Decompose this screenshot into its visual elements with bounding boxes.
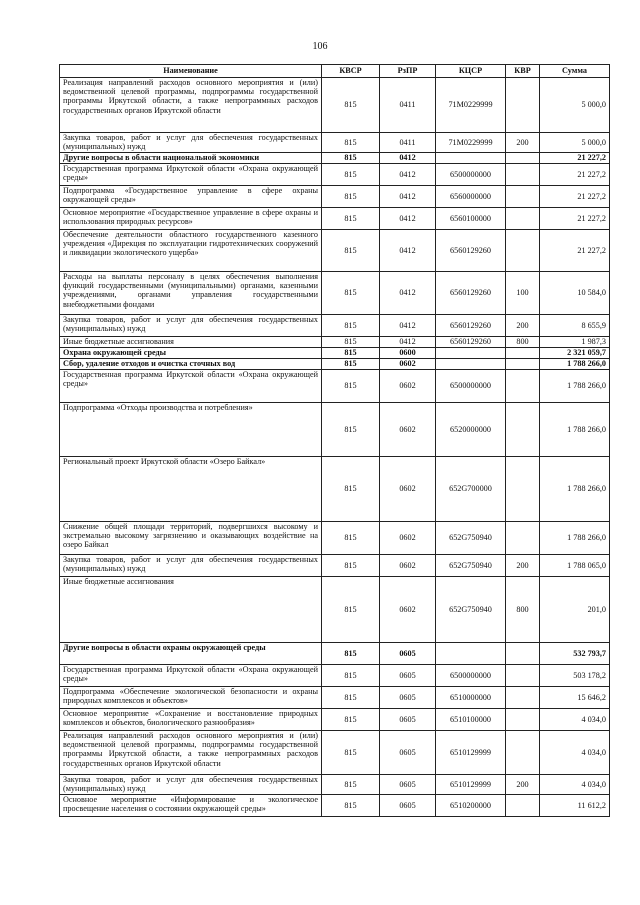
row-kcsr: 71М0229999 <box>436 78 506 133</box>
row-sum: 8 655,9 <box>540 315 610 337</box>
table-row <box>60 230 610 272</box>
row-sum: 1 788 266,0 <box>540 457 610 522</box>
row-kvsr: 815 <box>322 359 380 370</box>
row-name: Государственная программа Иркутской области «Охрана окружающей среды» <box>60 164 322 186</box>
table-row <box>60 272 610 315</box>
row-kcsr: 6510200000 <box>436 795 506 817</box>
row-kvsr: 815 <box>322 731 380 775</box>
row-rzpr: 0602 <box>380 577 436 643</box>
row-kcsr: 6560129260 <box>436 230 506 272</box>
row-name: Снижение общей площади территорий, подвергшихся высокому и экстремально высокому загрязнению и оказывающих воздействие на озеро Байкал <box>60 522 322 555</box>
row-kvr <box>506 164 540 186</box>
row-kvr <box>506 709 540 731</box>
table-row <box>60 775 610 795</box>
header-sum: Сумма <box>540 65 610 78</box>
row-sum: 1 788 266,0 <box>540 522 610 555</box>
row-sum: 21 227,2 <box>540 164 610 186</box>
table-row <box>60 186 610 208</box>
row-sum: 2 321 059,7 <box>540 348 610 359</box>
table-row <box>60 665 610 687</box>
row-kcsr: 6500000000 <box>436 370 506 403</box>
row-kvr: 200 <box>506 133 540 153</box>
row-sum: 21 227,2 <box>540 208 610 230</box>
budget-table <box>59 64 610 817</box>
header-kvr: КВР <box>506 65 540 78</box>
row-rzpr: 0602 <box>380 555 436 577</box>
table-row <box>60 133 610 153</box>
row-kvr: 200 <box>506 315 540 337</box>
row-kvr <box>506 643 540 665</box>
row-sum: 201,0 <box>540 577 610 643</box>
row-sum: 21 227,2 <box>540 230 610 272</box>
row-kvsr: 815 <box>322 164 380 186</box>
row-kcsr: 6510000000 <box>436 687 506 709</box>
row-rzpr: 0605 <box>380 775 436 795</box>
row-name: Реализация направлений расходов основного мероприятия и (или) ведомственной целевой программы, подпрограммы государственной программы Иркутской области, а также непрограммных расходов государственных органов Иркутской области <box>60 731 322 775</box>
table-row <box>60 359 610 370</box>
table-row <box>60 555 610 577</box>
row-kvsr: 815 <box>322 208 380 230</box>
row-name: Другие вопросы в области национальной экономики <box>60 153 322 164</box>
row-name: Иные бюджетные ассигнования <box>60 337 322 348</box>
row-kvr <box>506 731 540 775</box>
row-kvsr: 815 <box>322 370 380 403</box>
row-rzpr: 0412 <box>380 315 436 337</box>
row-name: Сбор, удаление отходов и очистка сточных вод <box>60 359 322 370</box>
row-rzpr: 0605 <box>380 709 436 731</box>
row-sum: 503 178,2 <box>540 665 610 687</box>
table-row <box>60 164 610 186</box>
row-sum: 1 788 266,0 <box>540 370 610 403</box>
table-row <box>60 78 610 133</box>
row-kvr <box>506 370 540 403</box>
row-kvsr: 815 <box>322 795 380 817</box>
row-sum: 15 646,2 <box>540 687 610 709</box>
row-rzpr: 0602 <box>380 403 436 457</box>
row-sum: 5 000,0 <box>540 133 610 153</box>
table-row <box>60 643 610 665</box>
row-kvsr: 815 <box>322 775 380 795</box>
table-row <box>60 370 610 403</box>
row-rzpr: 0412 <box>380 186 436 208</box>
row-name: Другие вопросы в области охраны окружающей среды <box>60 643 322 665</box>
row-kvsr: 815 <box>322 709 380 731</box>
table-row <box>60 577 610 643</box>
row-rzpr: 0411 <box>380 133 436 153</box>
row-rzpr: 0411 <box>380 78 436 133</box>
row-kvr <box>506 348 540 359</box>
row-kvsr: 815 <box>322 153 380 164</box>
row-kvsr: 815 <box>322 643 380 665</box>
row-sum: 1 788 266,0 <box>540 359 610 370</box>
row-kvsr: 815 <box>322 133 380 153</box>
row-sum: 1 987,3 <box>540 337 610 348</box>
row-sum: 4 034,0 <box>540 775 610 795</box>
row-name: Закупка товаров, работ и услуг для обеспечения государственных (муниципальных) нужд <box>60 315 322 337</box>
row-sum: 532 793,7 <box>540 643 610 665</box>
row-kvr <box>506 359 540 370</box>
row-kvr: 200 <box>506 775 540 795</box>
row-kcsr: 6500000000 <box>436 164 506 186</box>
row-kvsr: 815 <box>322 457 380 522</box>
row-rzpr: 0605 <box>380 643 436 665</box>
row-kvr <box>506 230 540 272</box>
row-name: Закупка товаров, работ и услуг для обеспечения государственных (муниципальных) нужд <box>60 555 322 577</box>
row-kvsr: 815 <box>322 522 380 555</box>
row-name: Основное мероприятие «Государственное управление в сфере охраны и использования природных ресурсов» <box>60 208 322 230</box>
row-rzpr: 0605 <box>380 687 436 709</box>
row-rzpr: 0412 <box>380 153 436 164</box>
table-row <box>60 337 610 348</box>
row-kcsr: 6510129999 <box>436 731 506 775</box>
row-kcsr: 71М0229999 <box>436 133 506 153</box>
row-kcsr: 6560000000 <box>436 186 506 208</box>
row-kcsr: 652G750940 <box>436 555 506 577</box>
row-kcsr: 6560129260 <box>436 315 506 337</box>
row-rzpr: 0605 <box>380 665 436 687</box>
row-kcsr <box>436 643 506 665</box>
row-rzpr: 0602 <box>380 522 436 555</box>
table-row <box>60 457 610 522</box>
row-kcsr <box>436 348 506 359</box>
row-rzpr: 0412 <box>380 272 436 315</box>
row-kvr <box>506 522 540 555</box>
row-kcsr <box>436 153 506 164</box>
row-sum: 4 034,0 <box>540 731 610 775</box>
row-rzpr: 0605 <box>380 795 436 817</box>
row-name: Обеспечение деятельности областного государственного казенного учреждения «Дирекция по эксплуатации гидротехнических сооружений и ликвидации экологического ущерба» <box>60 230 322 272</box>
row-rzpr: 0412 <box>380 230 436 272</box>
row-name: Государственная программа Иркутской области «Охрана окружающей среды» <box>60 370 322 403</box>
table-row <box>60 403 610 457</box>
row-kvsr: 815 <box>322 78 380 133</box>
row-kcsr: 652G750940 <box>436 577 506 643</box>
row-kvsr: 815 <box>322 337 380 348</box>
row-kvsr: 815 <box>322 315 380 337</box>
page-number: 106 <box>312 41 328 52</box>
row-kvsr: 815 <box>322 665 380 687</box>
table-row <box>60 315 610 337</box>
row-rzpr: 0605 <box>380 731 436 775</box>
row-kvsr: 815 <box>322 403 380 457</box>
row-kvsr: 815 <box>322 186 380 208</box>
row-kvsr: 815 <box>322 348 380 359</box>
row-name: Иные бюджетные ассигнования <box>60 577 322 643</box>
row-kcsr: 6560129260 <box>436 337 506 348</box>
table-body <box>60 78 610 817</box>
header-name: Наименование <box>60 65 322 78</box>
row-rzpr: 0412 <box>380 164 436 186</box>
row-kvr <box>506 153 540 164</box>
row-rzpr: 0412 <box>380 337 436 348</box>
table-row <box>60 348 610 359</box>
row-name: Подпрограмма «Отходы производства и потребления» <box>60 403 322 457</box>
row-kvr <box>506 78 540 133</box>
row-kvsr: 815 <box>322 577 380 643</box>
row-kvsr: 815 <box>322 555 380 577</box>
row-name: Закупка товаров, работ и услуг для обеспечения государственных (муниципальных) нужд <box>60 775 322 795</box>
row-sum: 1 788 065,0 <box>540 555 610 577</box>
row-sum: 1 788 266,0 <box>540 403 610 457</box>
row-sum: 5 000,0 <box>540 78 610 133</box>
table-row <box>60 731 610 775</box>
row-kcsr: 6510100000 <box>436 709 506 731</box>
row-rzpr: 0602 <box>380 370 436 403</box>
row-kvsr: 815 <box>322 230 380 272</box>
row-kvsr: 815 <box>322 272 380 315</box>
row-kcsr: 6510129999 <box>436 775 506 795</box>
row-kcsr: 652G700000 <box>436 457 506 522</box>
row-name: Основное мероприятие «Информирование и экологическое просвещение населения о состоянии окружающей среды» <box>60 795 322 817</box>
row-sum: 4 034,0 <box>540 709 610 731</box>
row-name: Государственная программа Иркутской области «Охрана окружающей среды» <box>60 665 322 687</box>
header-rzpr: РзПР <box>380 65 436 78</box>
row-kvr: 100 <box>506 272 540 315</box>
row-kcsr: 652G750940 <box>436 522 506 555</box>
row-rzpr: 0602 <box>380 359 436 370</box>
row-kvr <box>506 186 540 208</box>
row-name: Региональный проект Иркутской области «Озеро Байкал» <box>60 457 322 522</box>
row-kcsr: 6520000000 <box>436 403 506 457</box>
row-rzpr: 0600 <box>380 348 436 359</box>
row-kcsr: 6500000000 <box>436 665 506 687</box>
row-sum: 21 227,2 <box>540 186 610 208</box>
row-name: Реализация направлений расходов основного мероприятия и (или) ведомственной целевой программы, подпрограммы государственной программы Иркутской области, а также непрограммных расходов государственных органов Иркутской области <box>60 78 322 133</box>
table-row <box>60 687 610 709</box>
row-kcsr: 6560100000 <box>436 208 506 230</box>
header-kvsr: КВСР <box>322 65 380 78</box>
row-name: Закупка товаров, работ и услуг для обеспечения государственных (муниципальных) нужд <box>60 133 322 153</box>
header-kcsr: КЦСР <box>436 65 506 78</box>
table-row <box>60 709 610 731</box>
row-kvr <box>506 208 540 230</box>
row-kvr <box>506 403 540 457</box>
row-sum: 10 584,0 <box>540 272 610 315</box>
row-kvr: 200 <box>506 555 540 577</box>
table-header-row <box>60 65 610 78</box>
row-sum: 11 612,2 <box>540 795 610 817</box>
row-name: Подпрограмма «Государственное управление в сфере охраны окружающей среды» <box>60 186 322 208</box>
row-name: Расходы на выплаты персоналу в целях обеспечения выполнения функций государственными (муниципальными) органами, казенными учреждениями, органами управления государственными внебюджетными фондами <box>60 272 322 315</box>
table-row <box>60 795 610 817</box>
row-rzpr: 0602 <box>380 457 436 522</box>
row-name: Основное мероприятие «Сохранение и восстановление природных комплексов и объектов, биологического разнообразия» <box>60 709 322 731</box>
row-kvr <box>506 665 540 687</box>
row-kcsr <box>436 359 506 370</box>
table-row <box>60 522 610 555</box>
row-kvr <box>506 687 540 709</box>
table-row <box>60 208 610 230</box>
row-kcsr: 6560129260 <box>436 272 506 315</box>
row-name: Охрана окружающей среды <box>60 348 322 359</box>
row-rzpr: 0412 <box>380 208 436 230</box>
row-kvsr: 815 <box>322 687 380 709</box>
table-row <box>60 153 610 164</box>
row-kvr <box>506 795 540 817</box>
row-sum: 21 227,2 <box>540 153 610 164</box>
row-kvr <box>506 457 540 522</box>
row-name: Подпрограмма «Обеспечение экологической безопасности и охраны природных комплексов и объектов» <box>60 687 322 709</box>
row-kvr: 800 <box>506 337 540 348</box>
row-kvr: 800 <box>506 577 540 643</box>
